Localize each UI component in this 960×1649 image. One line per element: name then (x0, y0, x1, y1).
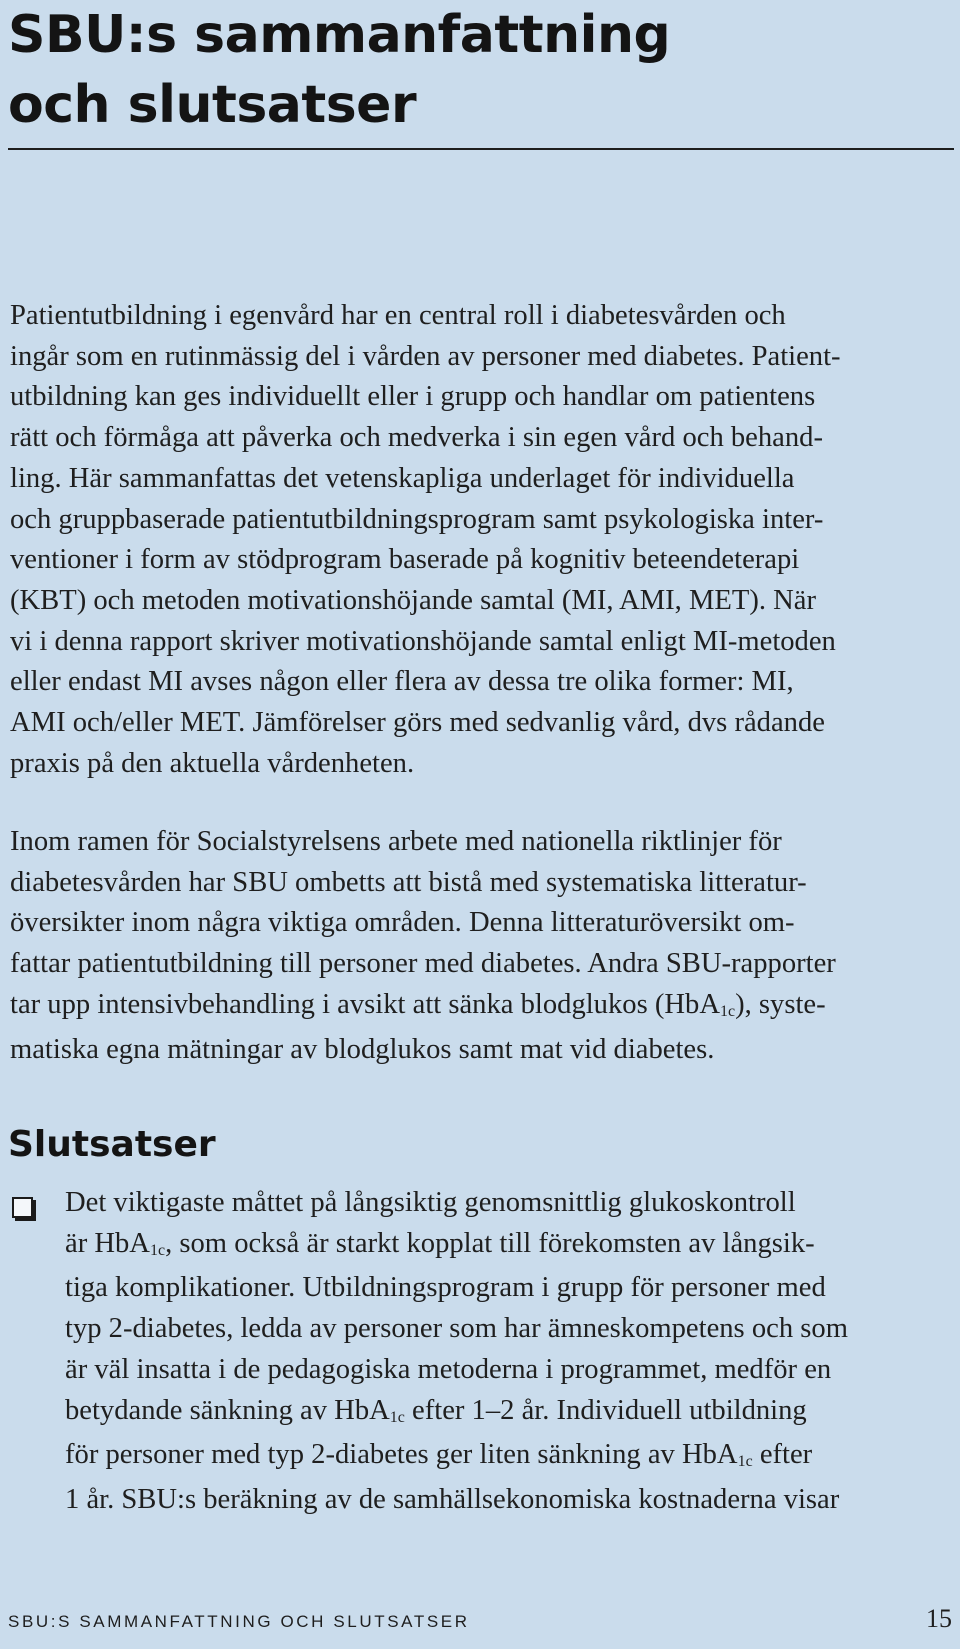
context-line: översikter inom några viktiga områden. Denna litteraturöversikt om- (10, 907, 795, 939)
intro-line: (KBT) och metoden motivationshöjande samtal (MI, AMI, MET). När (10, 584, 817, 616)
checkbox-bullet-icon (12, 1197, 33, 1218)
intro-line: ventioner i form av stödprogram baserade på kognitiv beteendeterapi (10, 544, 800, 576)
title-line-1: SBU:s sammanfattning (8, 5, 671, 65)
page-number: 15 (926, 1604, 952, 1633)
running-footer: SBU:S SAMMANFATTNING OCH SLUTSATSER (8, 1612, 470, 1631)
conclusion-text (65, 1183, 848, 1521)
conclusion-line (65, 1435, 848, 1480)
context-text: tar upp intensivbehandling i avsikt att sänka blodglukos (HbA (10, 988, 720, 1020)
title-line-2: och slutsatser (8, 75, 417, 135)
conclusion-line: typ 2-diabetes, ledda av personer som har ämneskompetens och som (65, 1313, 848, 1345)
context-text: ), syste- (735, 988, 826, 1020)
subscript: 1c (389, 1408, 405, 1426)
context-line: diabetesvården har SBU ombetts att bistå med systematiska litteratur- (10, 866, 807, 898)
conclusion-text-part: är HbA (65, 1227, 150, 1259)
intro-line: praxis på den aktuella vårdenheten. (10, 747, 415, 779)
intro-paragraph (10, 296, 841, 784)
context-line: matiska egna mätningar av blodglukos samt mat vid diabetes. (10, 1033, 715, 1065)
page-title (8, 0, 948, 140)
intro-line: AMI och/eller MET. Jämförelser görs med sedvanlig vård, dvs rådande (10, 707, 825, 739)
intro-line: och gruppbaserade patientutbildningsprogram samt psykologiska inter- (10, 503, 824, 535)
intro-line: Patientutbildning i egenvård har en central roll i diabetesvården och (10, 300, 786, 331)
subscript: 1c (737, 1453, 753, 1471)
section-heading: Slutsatser (8, 1124, 216, 1165)
intro-line: utbildning kan ges individuellt eller i grupp och handlar om patientens (10, 381, 816, 413)
context-line: Inom ramen för Socialstyrelsens arbete med nationella riktlinjer för (10, 826, 782, 857)
conclusion-line: är väl insatta i de pedagogiska metoderna i programmet, medför en (65, 1353, 832, 1385)
intro-line: rätt och förmåga att påverka och medverka i sin egen vård och behand- (10, 422, 823, 454)
title-divider (8, 148, 954, 150)
conclusion-text-part: betydande sänkning av HbA (65, 1394, 390, 1426)
intro-line: vi i denna rapport skriver motivationshöjande samtal enligt MI-metoden (10, 625, 836, 657)
conclusion-text-part: , som också är starkt kopplat till förekomsten av långsik- (165, 1227, 815, 1259)
intro-line: ling. Här sammanfattas det vetenskapliga underlaget för individuella (10, 462, 795, 494)
conclusion-text-part: efter (752, 1439, 813, 1471)
conclusion-text-part: efter 1–2 år. Individuell utbildning (404, 1394, 807, 1426)
conclusion-line: Det viktigaste måttet på långsiktig genomsnittlig glukoskontroll (65, 1187, 796, 1218)
subscript: 1c (719, 1002, 736, 1020)
conclusion-line: 1 år. SBU:s beräkning av de samhällsekonomiska kostnaderna visar (65, 1483, 840, 1515)
conclusion-text-part: för personer med typ 2-diabetes ger liten sänkning av HbA (65, 1439, 738, 1471)
intro-line: ingår som en rutinmässig del i vården av personer med diabetes. Patient- (10, 340, 841, 372)
conclusion-line (65, 1224, 848, 1269)
conclusion-line: tiga komplikationer. Utbildningsprogram i grupp för personer med (65, 1272, 826, 1304)
conclusion-line (65, 1391, 848, 1436)
subscript: 1c (149, 1241, 166, 1259)
context-paragraph (10, 822, 836, 1070)
context-line (10, 985, 836, 1030)
intro-line: eller endast MI avses någon eller flera av dessa tre olika former: MI, (10, 666, 794, 698)
context-line: fattar patientutbildning till personer med diabetes. Andra SBU-rapporter (10, 948, 836, 980)
